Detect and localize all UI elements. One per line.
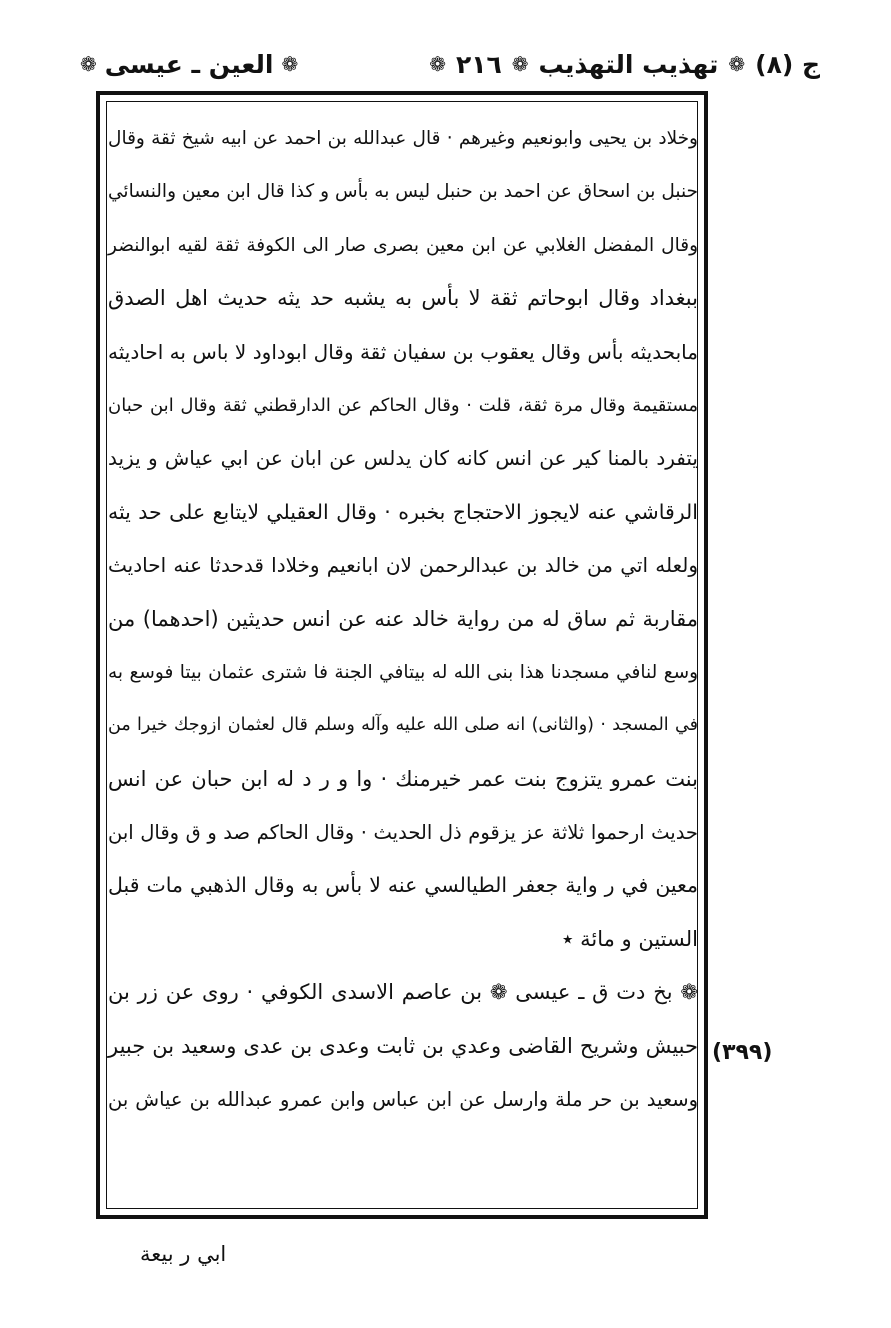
entry-number: (٣٩٩) <box>712 1040 773 1065</box>
book-title: تهذيب التهذيب <box>538 49 719 79</box>
catchword: ابي ر بيعة <box>140 1242 227 1266</box>
text-line: مابحديثه بأس وقال يعقوب بن سفيان ثقة وقال ابوداود لا باس به احاديثه <box>108 339 698 364</box>
text-line: يتفرد بالمنا كير عن انس كانه كان يدلس عن ابان عن ابي عياش و يزيد <box>108 446 698 471</box>
text-line: وخلاد بن يحيى وابونعيم وغيرهم · قال عبدالله بن احمد عن ابيه شيخ ثقة وقال <box>108 128 698 149</box>
page-number: ٢١٦ <box>455 49 502 79</box>
section-title: العين ـ عيسى <box>104 49 274 79</box>
header-right <box>429 50 820 79</box>
volume-label: ج (٨) <box>755 49 820 79</box>
header-left <box>80 50 298 79</box>
text-line: الرقاشي عنه لايجوز الاحتجاج بخبره · وقال العقيلي لايتابع على حد يثه <box>108 499 698 524</box>
text-line: ببغداد وقال ابوحاتم ثقة لا بأس به يشبه حد يثه حديث اهل الصدق <box>108 286 698 311</box>
text-line: مستقيمة وقال مرة ثقة، قلت · وقال الحاكم عن الدارقطني ثقة وقال ابن حبان <box>108 394 698 416</box>
text-line: حنبل بن اسحاق عن احمد بن حنبل ليس به بأس و كذا قال ابن معين والنسائي <box>108 181 698 203</box>
entry-line: حبيش وشريح القاضى وعدي بن ثابت وعدى بن عدى وسعيد بن جبير <box>108 1033 698 1058</box>
text-line: وسع لنافي مسجدنا هذا بنى الله له بيتافي الجنة فا شترى عثمان بيتا فوسع به <box>108 661 698 683</box>
main-text <box>108 112 698 1126</box>
text-line: مقاربة ثم ساق له من رواية خالد عنه عن انس حديثين (احدهما) من <box>108 606 698 631</box>
page-header <box>80 40 820 88</box>
floral-ornament-icon: ❁ <box>511 52 529 76</box>
floral-ornament-icon: ❁ <box>281 52 299 76</box>
text-line-last: الستين و مائة ٭ <box>562 926 698 951</box>
floral-ornament-icon: ❁ <box>429 52 446 76</box>
text-line: حديث ارحموا ثلاثة عز يزقوم ذل الحديث · وقال الحاكم صد و ق وقال ابن <box>108 821 698 845</box>
text-line: معين في ر واية جعفر الطيالسي عنه لا بأس به وقال الذهبي مات قبل <box>108 873 698 898</box>
entry-line: ❁ بخ دت ق ـ عيسى ❁ بن عاصم الاسدى الكوفي · روى عن زر بن <box>108 980 698 1005</box>
text-line: بنت عمرو يتزوج بنت عمر خيرمنك · وا و ر د له ابن حبان عن انس <box>108 766 698 791</box>
floral-ornament-icon: ❁ <box>728 52 746 76</box>
entry-line: وسعيد بن حر ملة وارسل عن ابن عباس وابن عمرو عبدالله بن عياش بن <box>108 1088 698 1112</box>
floral-ornament-icon: ❁ <box>80 52 97 76</box>
text-line: في المسجد · (والثانى) انه صلى الله عليه وآله وسلم قال لعثمان ازوجك خيرا من <box>108 715 698 736</box>
text-line: ولعله اتي من خالد بن عبدالرحمن لان ابانعيم وخلادا قدحدثا عنه احاديث <box>108 553 698 578</box>
text-line: وقال المفضل الغلابي عن ابن معين بصرى صار الى الكوفة ثقة لقيه ابوالنضر <box>108 234 698 256</box>
